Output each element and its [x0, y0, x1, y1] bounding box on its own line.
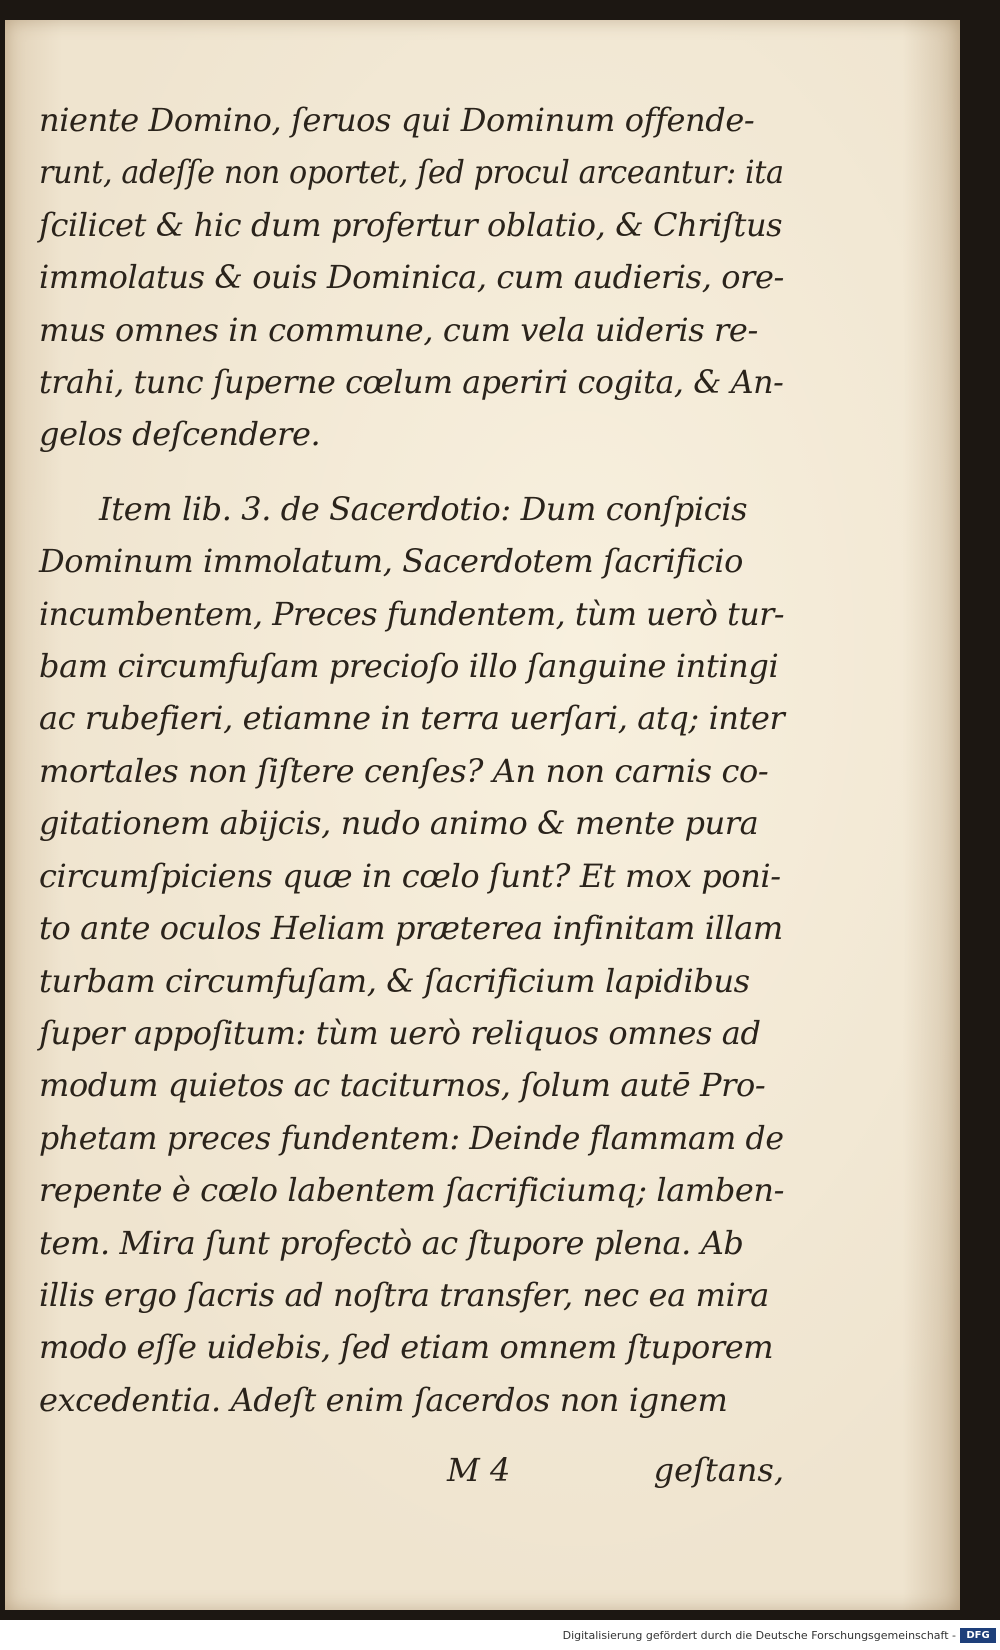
text-line: bam circumfuſam precioſo illo ſanguine intingi — [39, 647, 779, 686]
text-line: trahi, tunc ſuperne cœlum aperiri cogita, & An- — [39, 363, 784, 402]
signature-mark: M 4 — [447, 1451, 511, 1489]
text-line: modum quietos ac taciturnos, ſolum autē Pro- — [39, 1066, 766, 1105]
book-page — [5, 20, 960, 1610]
text-line: Item lib. 3. de Sacerdotio: Dum conſpicis — [99, 489, 748, 528]
text-line: circumſpiciens quæ in cœlo ſunt? Et mox poni- — [39, 856, 781, 895]
text-line: phetam preces fundentem: Deinde flammam de — [39, 1118, 784, 1157]
text-line: tem. Mira ſunt profectò ac ſtupore plena. Ab — [39, 1223, 744, 1262]
text-line: Dominum immolatum, Sacerdotem ſacrificio — [39, 542, 743, 581]
text-line: illis ergo ſacris ad noſtra transfer, nec ea mira — [39, 1275, 769, 1314]
text-line: modo eſſe uidebis, ſed etiam omnem ſtuporem — [39, 1328, 774, 1367]
text-line: ſcilicet & hic dum profertur oblatio, & Chriſtus — [39, 205, 783, 244]
text-line: excedentia. Adeſt enim ſacerdos non ignem — [39, 1380, 728, 1419]
catch-line — [39, 1444, 784, 1496]
catchword: geſtans, — [653, 1451, 784, 1489]
text-line: gitationem abijcis, nudo animo & mente pura — [39, 804, 759, 843]
text-line: turbam circumfuſam, & ſacrificium lapidibus — [39, 961, 750, 1000]
text-line: ſuper appoſitum: tùm uerò reliquos omnes ad — [39, 1013, 761, 1052]
dfg-logo: DFG — [960, 1628, 996, 1643]
paragraph-2 — [39, 483, 784, 1426]
funding-credit: Digitalisierung gefördert durch die Deutsche Forschungsgemeinschaft - — [562, 1629, 956, 1642]
text-line: immolatus & ouis Dominica, cum audieris, ore- — [39, 258, 784, 297]
text-line: mus omnes in commune, cum vela uideris re- — [39, 310, 758, 349]
text-line: runt, adeſſe non oportet, ſed procul arceantur: ita — [39, 153, 784, 192]
text-line: incumbentem, Preces fundentem, tùm uerò tur- — [39, 594, 785, 633]
paragraph-1 — [39, 94, 784, 461]
text-line: mortales non ſiſtere cenſes? An non carnis co- — [39, 751, 769, 790]
text-line: repente è cœlo labentem ſacrificiumq; lamben- — [39, 1171, 785, 1210]
page-text — [39, 94, 784, 1426]
text-line: niente Domino, ſeruos qui Dominum offende- — [39, 101, 755, 139]
digitization-footer — [0, 1620, 1000, 1650]
text-line: to ante oculos Heliam præterea infinitam illam — [39, 909, 783, 948]
text-line: ac rubefieri, etiamne in terra uerſari, atq; inter — [39, 699, 785, 738]
text-line: gelos deſcendere. — [39, 415, 321, 454]
